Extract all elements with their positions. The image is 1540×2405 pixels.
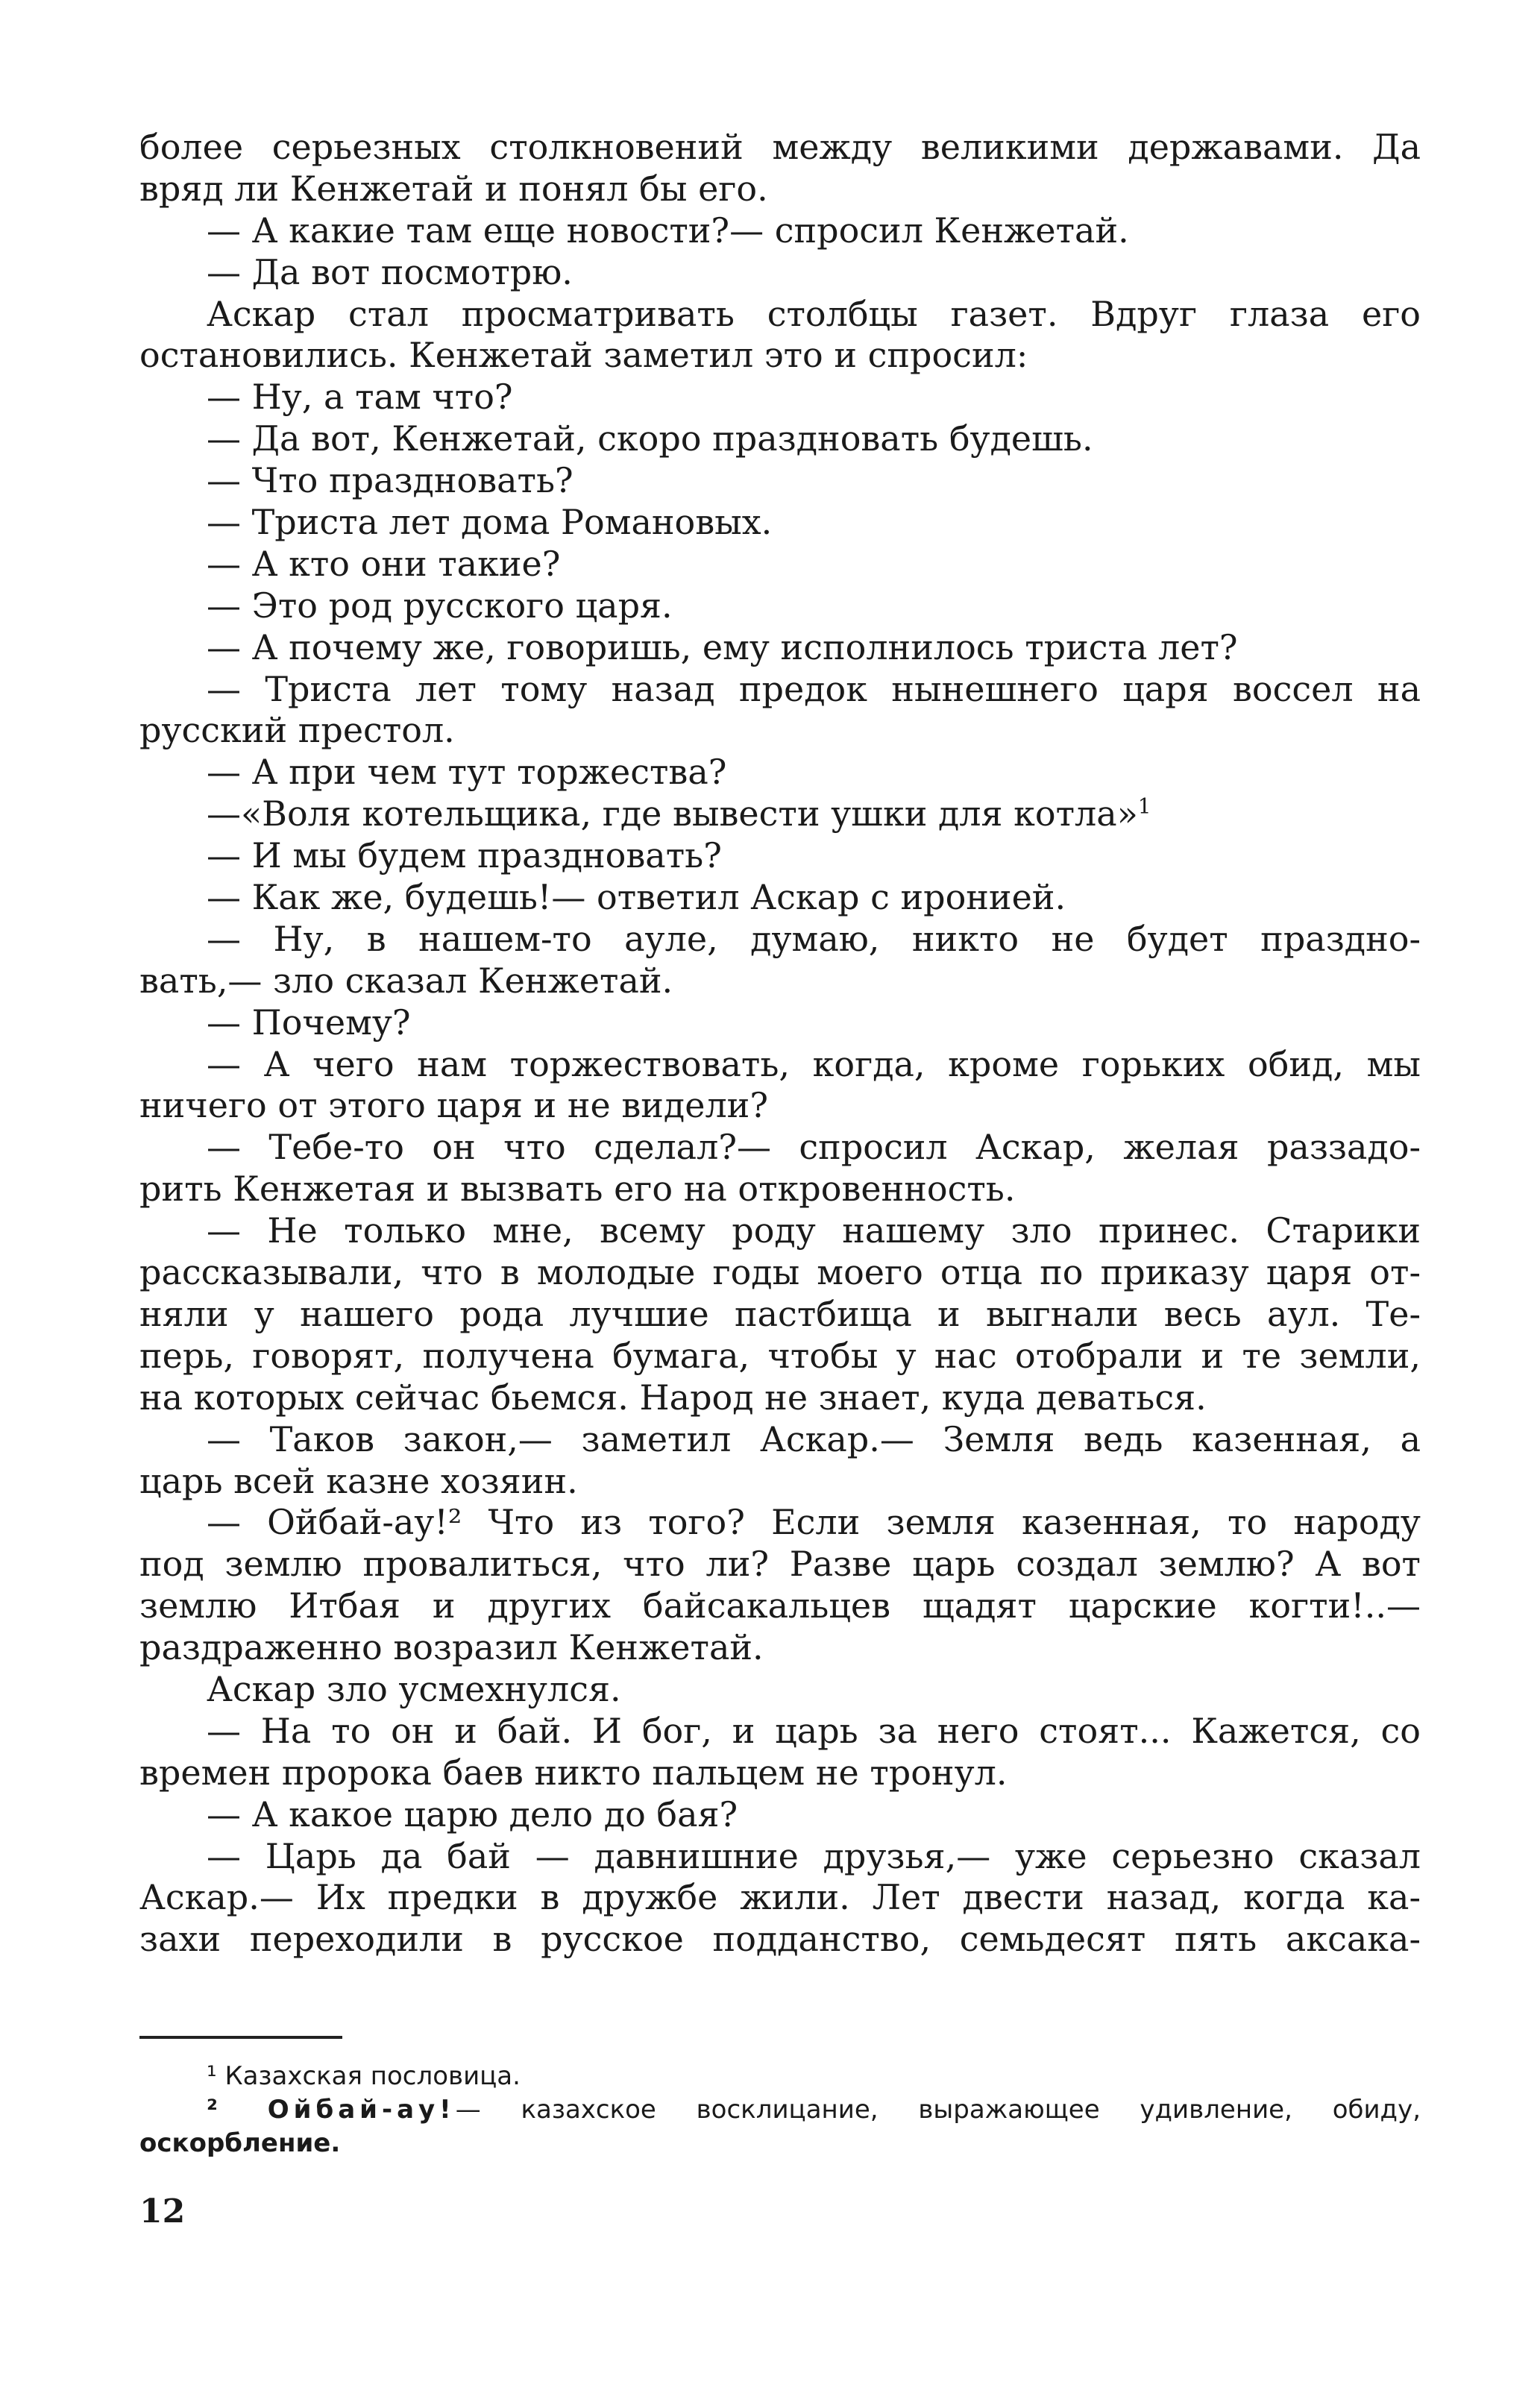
text-line xyxy=(139,127,1421,169)
text-line-content: — Ну, а там что? xyxy=(207,377,513,418)
text-line-content: — А при чем тут торжества? xyxy=(207,752,727,793)
text-line xyxy=(139,377,1421,418)
footnote-2-text: — казахское восклицание, выражающее удивление, обиду, xyxy=(455,2095,1421,2125)
text-line xyxy=(139,1044,1421,1086)
text-line xyxy=(139,1544,1421,1585)
text-line-content: —«Воля котельщика, где вывести ушки для котла» xyxy=(207,793,1138,834)
text-line xyxy=(139,294,1421,336)
text-line xyxy=(139,1502,1421,1544)
text-line xyxy=(139,210,1421,252)
footnote-2 xyxy=(139,2093,1421,2127)
text-line-content: — Царь да бай — давнишние друзья,— уже серьезно сказал xyxy=(207,1835,1421,1876)
text-line xyxy=(139,793,1421,835)
text-line-content: — Тебе-то он что сделал?— спросил Аскар, желая раззадо- xyxy=(207,1127,1421,1168)
text-line-content: — А какое царю дело до бая? xyxy=(207,1793,738,1835)
text-line xyxy=(139,919,1421,961)
text-line xyxy=(139,835,1421,877)
text-line-content: — А кто они такие? xyxy=(207,543,561,584)
text-line xyxy=(139,1585,1421,1627)
text-line-content: Аскар.— Их предки в дружбе жили. Лет двести назад, когда ка- xyxy=(139,1877,1421,1918)
text-line-content: — Таков закон,— заметил Аскар.— Земля ведь казенная, а xyxy=(207,1418,1421,1459)
text-line-content: перь, говорят, получена бумага, чтобы у нас отобрали и те земли, xyxy=(139,1335,1421,1376)
text-line xyxy=(139,1252,1421,1294)
text-line-content: — На то он и бай. И бог, и царь за него стоят... Кажется, со xyxy=(207,1710,1421,1751)
text-line-content: раздраженно возразил Кенжетай. xyxy=(139,1627,764,1668)
footnote-marker: 1 xyxy=(1137,793,1151,819)
text-line xyxy=(139,1377,1421,1419)
text-line-content: вряд ли Кенжетай и понял бы его. xyxy=(139,168,768,209)
page-number: 12 xyxy=(139,2192,186,2230)
text-line xyxy=(139,1210,1421,1252)
text-line xyxy=(139,252,1421,294)
footnote-2-continuation: оскорбление. xyxy=(139,2128,341,2158)
text-line-content: — Ну, в нашем-то ауле, думаю, никто не будет праздно- xyxy=(207,918,1421,959)
text-line xyxy=(139,335,1421,377)
text-line-content: — Не только мне, всему роду нашему зло принес. Старики xyxy=(207,1210,1421,1251)
text-line xyxy=(139,1002,1421,1044)
text-line xyxy=(139,1836,1421,1878)
text-line-content: — А чего нам торжествовать, когда, кроме горьких обид, мы xyxy=(207,1043,1421,1084)
text-line xyxy=(139,877,1421,919)
text-line xyxy=(139,627,1421,669)
text-line xyxy=(139,1794,1421,1836)
text-line-content: — Почему? xyxy=(207,1002,411,1043)
text-line-content: на которых сейчас бьемся. Народ не знает, куда деваться. xyxy=(139,1377,1207,1418)
text-line-content: времен пророка баев никто пальцем не тронул. xyxy=(139,1752,1008,1793)
text-line xyxy=(139,1877,1421,1919)
text-line xyxy=(139,1127,1421,1169)
text-line-content: землю Итбая и других байсакальцев щадят царские когти!..— xyxy=(139,1585,1421,1626)
text-line-content: — И мы будем праздновать? xyxy=(207,835,722,876)
text-line xyxy=(139,1336,1421,1377)
text-line xyxy=(139,418,1421,460)
text-line xyxy=(139,1419,1421,1461)
text-line-content: русский престол. xyxy=(139,710,455,751)
text-line-content: — Это род русского царя. xyxy=(207,585,673,626)
text-line xyxy=(139,752,1421,793)
text-line xyxy=(139,1919,1421,1961)
text-line-content: ничего от этого царя и не видели? xyxy=(139,1085,768,1126)
text-line xyxy=(139,669,1421,711)
text-line xyxy=(139,1085,1421,1127)
text-line-content: Аскар зло усмехнулся. xyxy=(207,1668,621,1709)
text-line xyxy=(139,1752,1421,1794)
text-line-content: — Триста лет дома Романовых. xyxy=(207,502,773,543)
text-line xyxy=(139,1669,1421,1711)
text-line xyxy=(139,544,1421,585)
text-line-content: остановились. Кенжетай заметил это и спросил: xyxy=(139,335,1028,376)
text-line-content: — Триста лет тому назад предок нынешнего царя воссел на xyxy=(207,668,1421,709)
text-line xyxy=(139,1169,1421,1210)
text-line-content: Аскар стал просматривать столбцы газет. Вдруг глаза его xyxy=(207,293,1421,334)
footnote-divider xyxy=(139,2036,342,2039)
text-line xyxy=(139,1627,1421,1669)
text-line-content: более серьезных столкновений между великими державами. Да xyxy=(139,127,1421,167)
text-line-content: захи переходили в русское подданство, семьдесят пять аксака- xyxy=(139,1919,1421,1960)
text-line xyxy=(139,460,1421,502)
text-line-content: — Как же, будешь!— ответил Аскар с иронией. xyxy=(207,877,1066,918)
text-line-content: — Ойбай-ау!² Что из того? Если земля казенная, то народу xyxy=(207,1502,1421,1543)
text-line xyxy=(139,961,1421,1002)
text-line-content: — Что праздновать? xyxy=(207,460,573,501)
book-page xyxy=(139,0,1421,2405)
text-line-content: под землю провалиться, что ли? Разве царь создал землю? А вот xyxy=(139,1544,1421,1585)
text-line xyxy=(139,1711,1421,1752)
text-line-content: — А какие там еще новости?— спросил Кенжетай. xyxy=(207,210,1129,251)
text-line xyxy=(139,1461,1421,1503)
footnotes xyxy=(139,2060,1421,2160)
text-line-content: царь всей казне хозяин. xyxy=(139,1460,578,1501)
text-line-content: вать,— зло сказал Кенжетай. xyxy=(139,960,673,1001)
footnote-2-term: ² Ойбай-ау! xyxy=(207,2095,456,2125)
text-line-content: няли у нашего рода лучшие пастбища и выгнали весь аул. Те- xyxy=(139,1293,1421,1334)
text-line xyxy=(139,169,1421,210)
text-line xyxy=(139,585,1421,627)
text-line xyxy=(139,502,1421,544)
text-line-content: — Да вот посмотрю. xyxy=(207,251,573,292)
text-line xyxy=(139,710,1421,752)
text-line-content: рить Кенжетая и вызвать его на откровенность. xyxy=(139,1169,1016,1210)
text-line-content: рассказывали, что в молодые годы моего отца по приказу царя от- xyxy=(139,1252,1421,1293)
footnote-1: ¹ Казахская пословица. xyxy=(207,2061,521,2091)
text-line-content: — Да вот, Кенжетай, скоро праздновать будешь. xyxy=(207,418,1093,459)
main-text xyxy=(139,127,1421,1961)
text-line xyxy=(139,1294,1421,1336)
text-line-content: — А почему же, говоришь, ему исполнилось триста лет? xyxy=(207,626,1238,667)
